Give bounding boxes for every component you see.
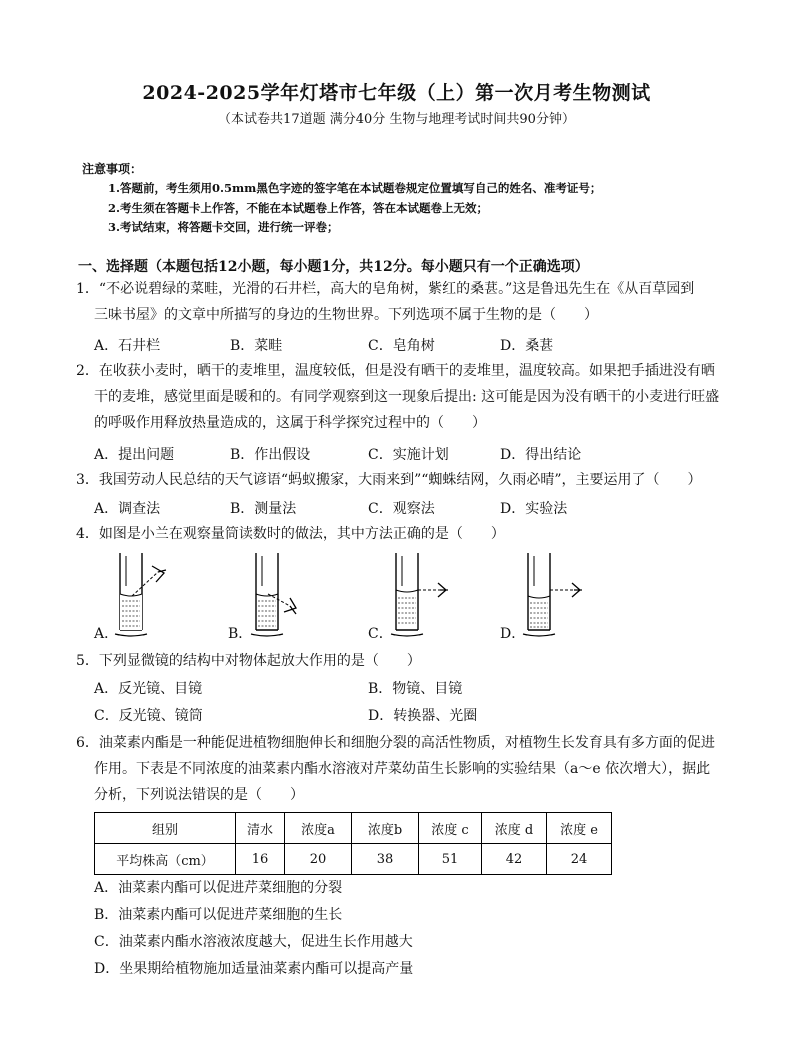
q5-option-d[interactable]: D．转换器、光圈 [368, 708, 478, 724]
table-header-cell: 浓度a [285, 813, 352, 844]
q6-option-c[interactable]: C．油菜素内酯水溶液浓度越大，促进生长作用越大 [94, 934, 413, 950]
table-cell: 20 [285, 844, 352, 875]
q6-stem-cont: 分析，下列说法错误的是（ ） [94, 787, 304, 803]
q2-option-d[interactable]: D．得出结论 [500, 447, 582, 463]
q1-stem-cont: 三味书屋》的文章中所描写的身边的生物世界。下列选项不属于生物的是（ ） [94, 307, 598, 323]
note-item: 2.考生须在答题卡上作答，不能在本试题卷上作答，答在本试题卷上无效； [108, 201, 489, 215]
table-header-cell: 浓度 c [419, 813, 482, 844]
q1-option-d[interactable]: D．桑葚 [500, 338, 554, 354]
q1-option-a[interactable]: A．石井栏 [94, 338, 161, 354]
q5-stem: 5．下列显微镜的结构中对物体起放大作用的是（ ） [76, 653, 421, 669]
page-subtitle: （本试卷共17道题 满分40分 生物与地理考试时间共90分钟） [218, 112, 575, 127]
cylinder-figure-a [112, 550, 182, 638]
q1-stem: 1．“不必说碧绿的菜畦，光滑的石井栏，高大的皂角树，紫红的桑葚。”这是鲁迅先生在《从百草园到 [76, 281, 695, 297]
q3-option-c[interactable]: C．观察法 [368, 501, 435, 517]
q2-option-c[interactable]: C．实施计划 [368, 447, 449, 463]
q5-option-c[interactable]: C．反光镜、镜筒 [94, 708, 203, 724]
table-header-row [95, 813, 612, 844]
q4-option-b[interactable]: B． [228, 626, 253, 642]
q5-option-a[interactable]: A．反光镜、目镜 [94, 681, 203, 697]
table-cell: 38 [352, 844, 419, 875]
q5-option-b[interactable]: B．物镜、目镜 [368, 681, 463, 697]
q4-option-c[interactable]: C． [368, 626, 393, 642]
q3-option-b[interactable]: B．测量法 [230, 501, 297, 517]
q6-option-d[interactable]: D．坐果期给植物施加适量油菜素内酯可以提高产量 [94, 961, 414, 977]
q6-stem: 6．油菜素内酯是一种能促进植物细胞伸长和细胞分裂的高活性物质，对植物生长发育具有多方面的促进 [76, 735, 715, 751]
q2-stem-cont: 的呼吸作用释放热量造成的，这属于科学探究过程中的（ ） [94, 415, 486, 431]
q4-stem: 4．如图是小兰在观察量筒读数时的做法，其中方法正确的是（ ） [76, 526, 505, 542]
page-title: 2024-2025学年灯塔市七年级（上）第一次月考生物测试 [142, 82, 651, 104]
table-cell: 51 [419, 844, 482, 875]
note-item: 1.答题前，考生须用0.5mm黑色字迹的签字笔在本试题卷规定位置填写自己的姓名、准考证号； [108, 181, 602, 195]
q2-option-a[interactable]: A．提出问题 [94, 447, 175, 463]
q4-option-a[interactable]: A． [94, 626, 119, 642]
data-table [94, 812, 612, 875]
table-header-cell: 浓度b [352, 813, 419, 844]
table-header-cell: 清水 [236, 813, 285, 844]
q4-option-d[interactable]: D． [500, 626, 526, 642]
table-cell: 16 [236, 844, 285, 875]
q3-option-d[interactable]: D．实验法 [500, 501, 568, 517]
q2-option-b[interactable]: B．作出假设 [230, 447, 311, 463]
table-cell: 24 [547, 844, 612, 875]
table-header-cell: 浓度 e [547, 813, 612, 844]
note-item: 3.考试结束，将答题卡交回，进行统一评卷； [108, 220, 339, 234]
table-row-label: 平均株高（cm） [95, 844, 236, 875]
q6-stem-cont: 作用。下表是不同浓度的油菜素内酯水溶液对芹菜幼苗生长影响的实验结果（a～e 依次增大），据此 [94, 761, 711, 777]
q2-stem: 2．在收获小麦时，晒干的麦堆里，温度较低，但是没有晒干的麦堆里，温度较高。如果把手插进没有晒 [76, 363, 715, 379]
table-header-cell: 浓度 d [482, 813, 547, 844]
q1-option-b[interactable]: B．菜畦 [230, 338, 283, 354]
table-header-cell: 组别 [95, 813, 236, 844]
cylinder-figure-b [248, 550, 318, 638]
notes-label: 注意事项： [82, 162, 143, 176]
q6-option-a[interactable]: A．油菜素内酯可以促进芹菜细胞的分裂 [94, 880, 343, 896]
q3-option-a[interactable]: A．调查法 [94, 501, 161, 517]
table-cell: 42 [482, 844, 547, 875]
q1-option-c[interactable]: C．皂角树 [368, 338, 435, 354]
q2-stem-cont: 干的麦堆，感觉里面是暖和的。有同学观察到这一现象后提出: 这可能是因为没有晒干的小麦进行旺盛 [94, 389, 720, 405]
cylinder-figure-c [388, 550, 468, 638]
q3-stem: 3．我国劳动人民总结的天气谚语“蚂蚁搬家，大雨来到”“蜘蛛结网，久雨必晴”，主要运用了（ ） [76, 472, 702, 488]
cylinder-figure-d [520, 550, 600, 638]
table-row [95, 844, 612, 875]
q6-option-b[interactable]: B．油菜素内酯可以促进芹菜细胞的生长 [94, 907, 343, 923]
section-heading: 一、选择题（本题包括12小题，每小题1分，共12分。每小题只有一个正确选项） [78, 259, 589, 275]
